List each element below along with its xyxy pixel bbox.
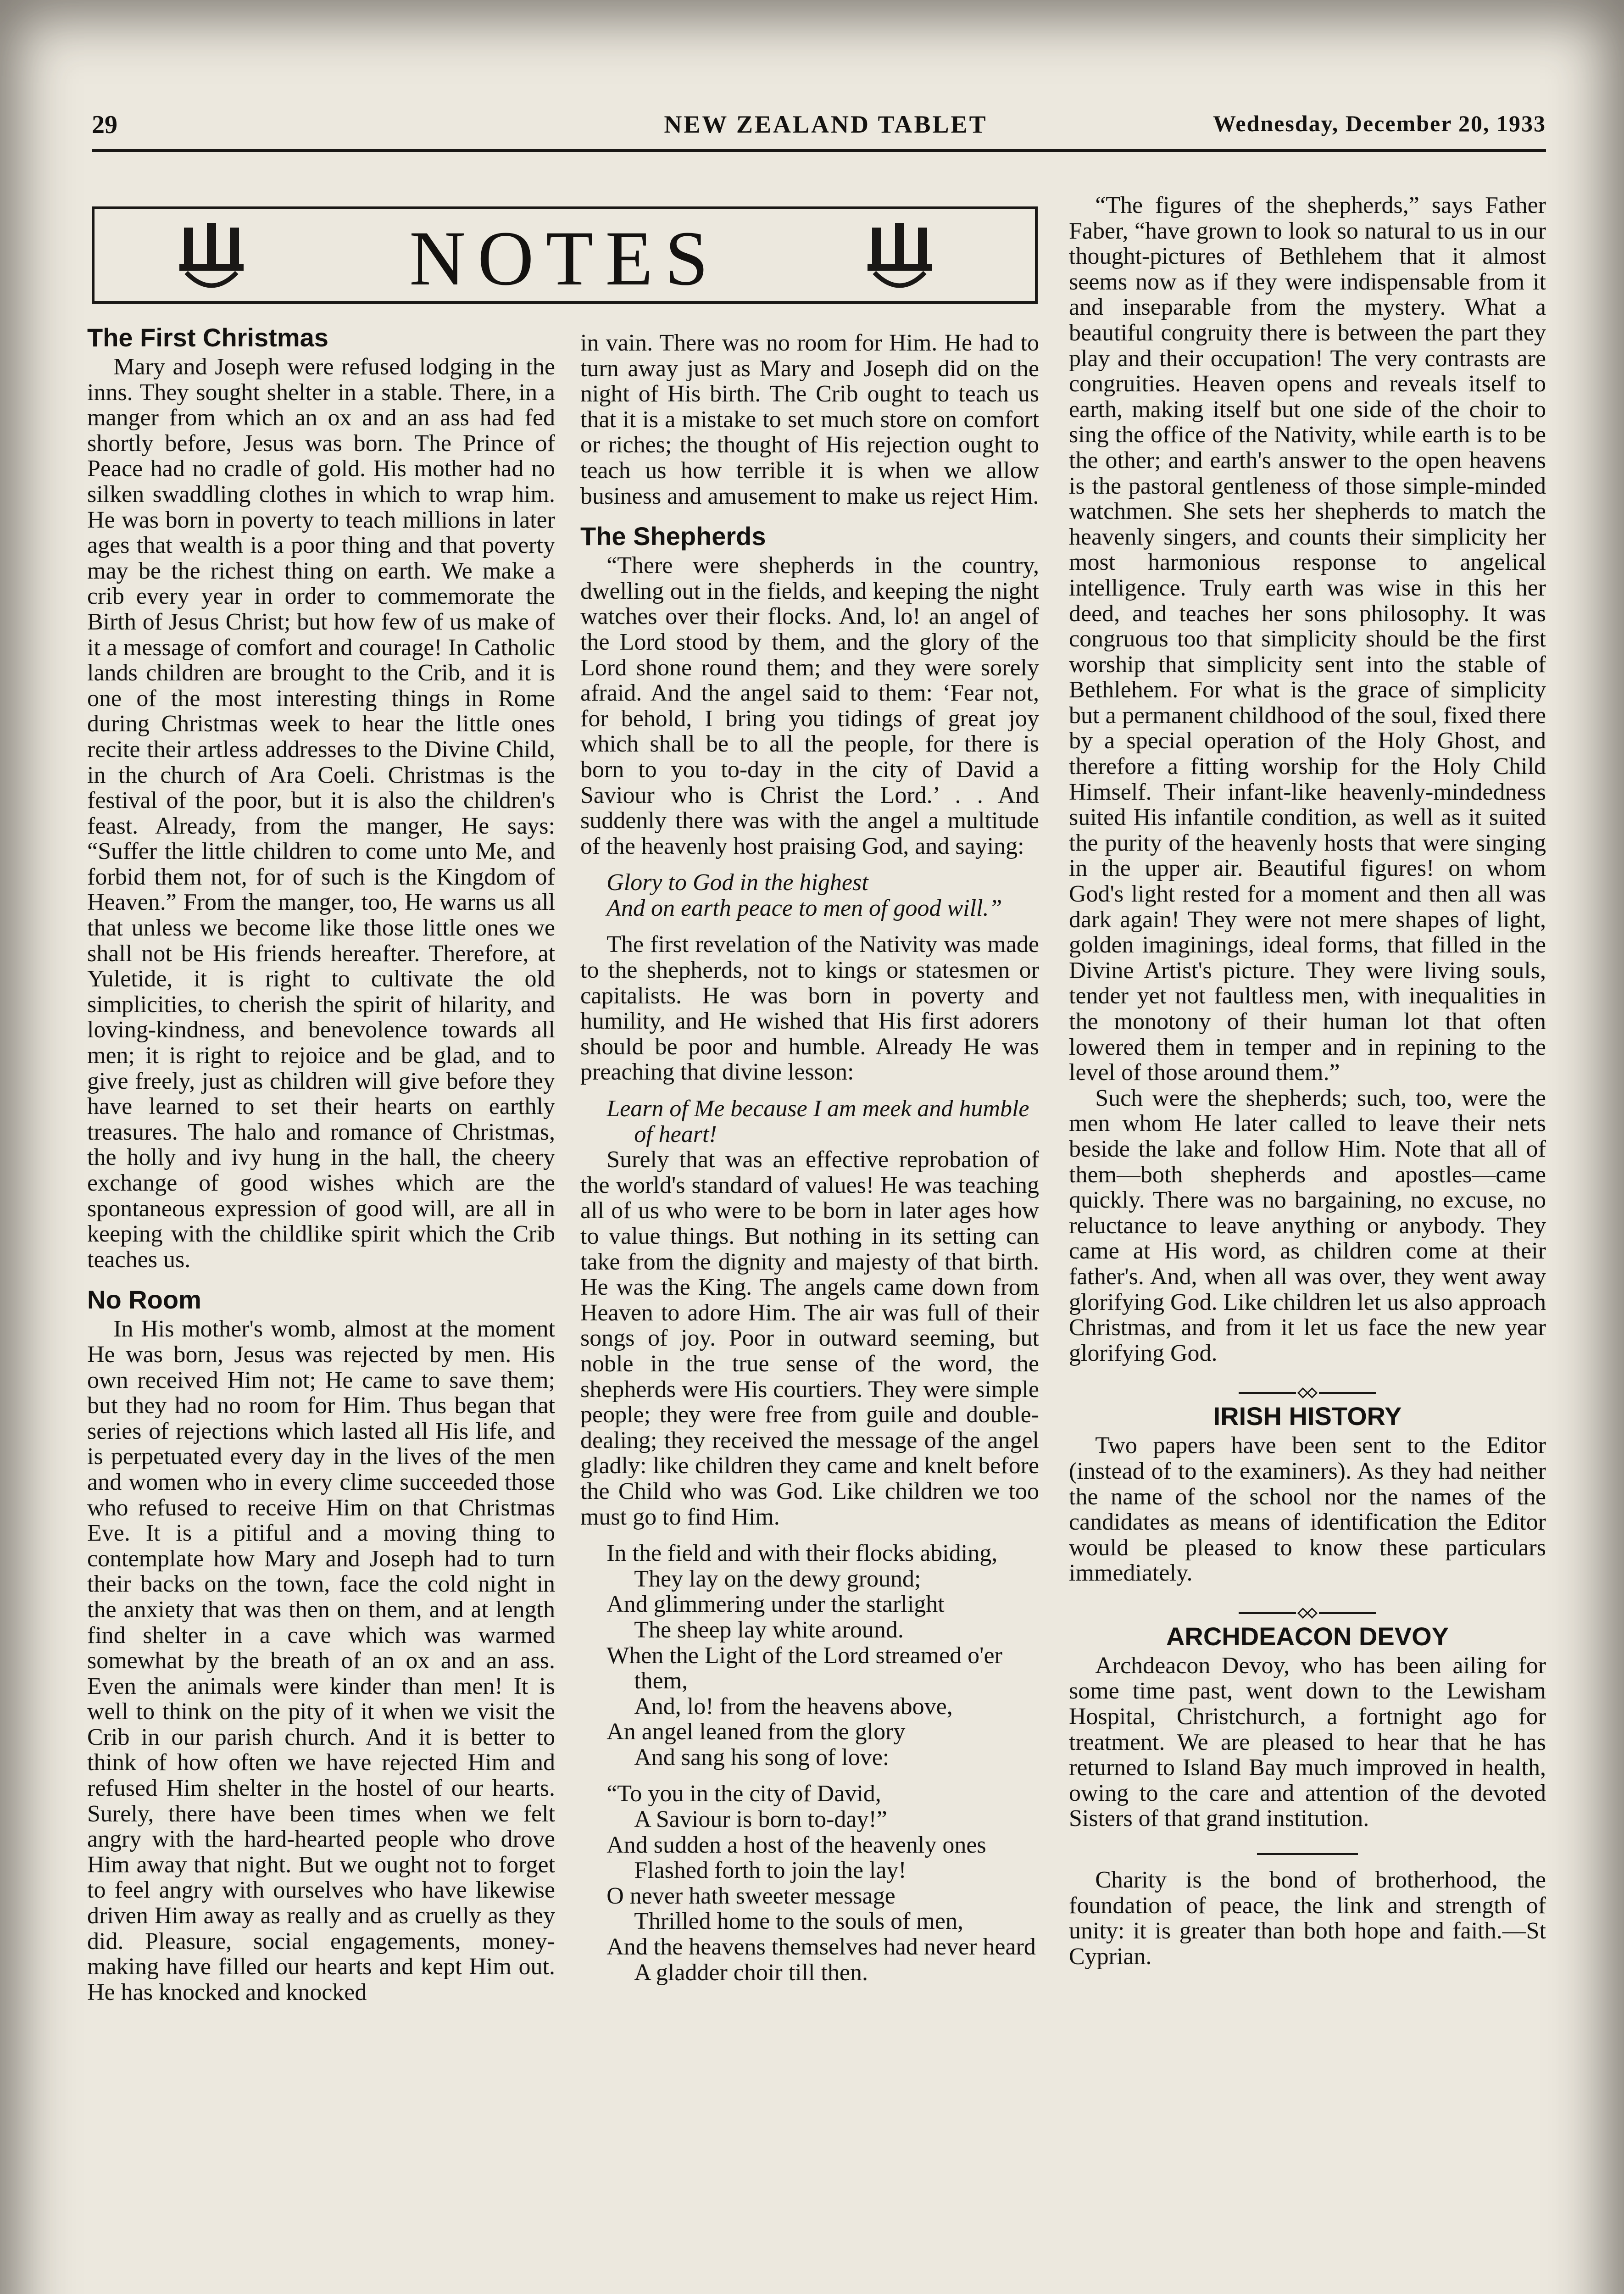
header-rule — [92, 149, 1546, 152]
article-paragraph: Two papers have been sent to the Editor (instead of to the examiners). As they had neither the name of the school nor the names of the candidates as means of identification the Editor would be pleased to know these particulars immediately. — [1069, 1432, 1546, 1587]
poem-line: A gladder choir till then. — [634, 1959, 868, 1986]
quote-line: of heart! — [634, 1121, 717, 1147]
poem-line: And sang his song of love: — [634, 1744, 890, 1771]
quote-line: And on earth peace to men of good will.” — [606, 895, 1002, 921]
divider-ornament-icon — [1239, 1386, 1376, 1400]
section-heading-no-room: No Room — [87, 1285, 201, 1314]
poem-line: The sheep lay white around. — [634, 1616, 904, 1643]
article-paragraph: Archdeacon Devoy, who has been ailing for some time past, went down to the Lewisham Hospital, Christchurch, a fortnight ago for treatment. We are pleased to hear that he has returned to Island Bay much improved in health, owing to the care and attention of the devoted Sisters of that grand institution. — [1069, 1652, 1546, 1832]
quotation-paragraph: Charity is the bond of brotherhood, the foundation of peace, the link and strength of unity: it is greater than both hope and faith.—St Cyprian. — [1069, 1867, 1546, 1970]
article-paragraph: Such were the shepherds; such, too, were the men whom He later called to leave their nets beside the lake and follow Him. Note that all of them—both shepherds and apostles—came quickly. There was no bargaining, no excuse, no reluctance to leave anything or anybody. They came at His word, as children come at their father's. And, when all was over, they went away glorifying God. Like children let us also approach Christmas, and from it let us face the new year glorifying God. — [1069, 1085, 1546, 1366]
masthead: NEW ZEALAND TABLET — [664, 111, 988, 138]
article-paragraph: Mary and Joseph were refused lodging in the inns. They sought shelter in a stable. There, in a manger from which an ox and an ass had fed shortly before, Jesus was born. The Prince of Peace had no cradle of gold. His mother had no silken swaddling clothes in which to wrap him. He was born in poverty to teach millions in later ages that wealth is a poor thing and that poverty may be the richest thing on earth. We make a crib every year in order to commemorate the Birth of Jesus Christ; but how few of us make of it a message of comfort and courage! In Catholic lands children are brought to the Crib, and it is one of the most interesting things in Rome during Christmas week to hear the little ones recite their artless addresses to the Divine Child, in the church of Ara Coeli. Christmas is the festival of the poor, but it is also the children's feast. Already, from the manger, He says: “Suffer the little children to come unto Me, and forbid them not, for of such is the Kingdom of Heaven.” From the manger, too, He warns us all that unless we become like those little ones we shall not be His friends hereafter. Therefore, at Yuletide, it is right to cultivate the old simplicities, to cherish the spirit of hilarity, and loving-kindness, and benevolence towards all men; it is right to rejoice and be glad, and to give freely, just as children will give before they have learned to set their hearts on earthly treasures. The halo and romance of Christmas, the holly and ivy hung in the hall, the cheery exchange of good wishes which are the spontaneous expression of good will, are all in keeping with the childlike spirit which the Crib teaches us. — [87, 354, 555, 1273]
page-header — [92, 110, 1546, 147]
section-heading-archdeacon-devoy: ARCHDEACON DEVOY — [1166, 1621, 1449, 1651]
page-number: 29 — [92, 111, 117, 139]
poem-line: “To you in the city of David, — [606, 1781, 881, 1807]
section-heading-irish-history: IRISH HISTORY — [1213, 1402, 1402, 1431]
section-heading-first-christmas: The First Christmas — [87, 323, 328, 352]
poem-line: And glimmering under the starlight — [606, 1591, 945, 1618]
poem-line: An angel leaned from the glory — [606, 1719, 906, 1745]
poem-line: A Saviour is born to-day!” — [634, 1806, 887, 1833]
column-2 — [580, 330, 1039, 1985]
poem-line: In the field and with their flocks abiding, — [606, 1540, 998, 1567]
poem-line: And sudden a host of the heavenly ones — [606, 1832, 986, 1858]
article-paragraph: Surely that was an effective reprobation of the world's standard of values! He was teaching all of us who were to be born in later ages how to value things. But nothing in its setting can take from the dignity and majesty of that birth. He was the King. The angels came down from Heaven to adore Him. The air was full of their songs of joy. Poor in outward seeming, but noble in the true sense of the word, the shepherds were His courtiers. They were simple people; they were free from guile and double-dealing; they received the message of the angel gladly: like children they came and knelt before the Child who was God. Like children we too must go to find Him. — [580, 1147, 1039, 1530]
poem-line: And, lo! from the heavens above, — [634, 1693, 953, 1720]
poem-line: They lay on the dewy ground; — [634, 1565, 921, 1592]
column-1 — [87, 321, 555, 2005]
quote-line: Learn of Me because I am meek and humble — [606, 1096, 1029, 1122]
tabernacle-ornament-icon — [865, 218, 934, 292]
notes-title: NOTES — [409, 215, 720, 301]
column-3 — [1069, 193, 1546, 1969]
poem-line: O never hath sweeter message — [606, 1882, 895, 1909]
article-paragraph: “There were shepherds in the country, dwelling out in the fields, and keeping the night watches over their flocks. And, lo! an angel of the Lord stood by them, and the glory of the Lord shone round them; and they were sorely afraid. And the angel said to them: ‘Fear not, for behold, I bring you tidings of great joy which shall be to all the people, for there is born to you to-day in the city of David a Saviour who is Christ the Lord.’ . . And suddenly there was with the angel a multitude of the heavenly host praising God, and saying: — [580, 552, 1039, 859]
dateline: Wednesday, December 20, 1933 — [1213, 111, 1546, 136]
poem-line: Flashed forth to join the lay! — [634, 1857, 907, 1884]
divider-ornament-icon — [1239, 1606, 1376, 1620]
notes-banner — [92, 206, 1038, 304]
article-paragraph: in vain. There was no room for Him. He had to turn away just as Mary and Joseph did on the night of His birth. The Crib ought to teach us that it is a mistake to set much store on comfort or riches; the thought of His rejection ought to teach us how terrible it is when we allow business and amusement to make us reject Him. — [580, 330, 1039, 509]
poem-line: them, — [634, 1668, 688, 1694]
section-heading-shepherds: The Shepherds — [580, 522, 766, 551]
article-paragraph: In His mother's womb, almost at the moment He was born, Jesus was rejected by men. His own received Him not; He came to save them; but they had no room for Him. Thus began that series of rejections which lasted all His life, and is perpetuated every day in the lives of the men and women who in every clime succeeded those who refused to receive Him on that Christmas Eve. It is a pitiful and a moving thing to contemplate how Mary and Joseph had to turn their backs on the town, face the cold night in the anxiety that was then on them, and at length find shelter in a cave which was warmed somewhat by the breath of an ox and an ass. Even the animals were kinder than men! It is well to think on the pity of it when we visit the Crib in our parish church. And it is better to think of how often we have rejected Him and refused Him shelter in the hostel of our hearts. Surely, there have been times when we felt angry with the hard-hearted people who drove Him away that night. But we ought not to forget to feel angry with ourselves who have likewise driven Him away as really and as cruelly as they did. Pleasure, social engagements, money-making have filled our hearts and kept Him out. He has knocked and knocked — [87, 1316, 555, 2005]
divider-rule — [1257, 1852, 1358, 1856]
article-paragraph: “The figures of the shepherds,” says Father Faber, “have grown to look so natural to us in our thought-pictures of Bethlehem that it almost seems now as if they were indispensable from it and inseparable from the mystery. What a beautiful congruity there is between the part they play and their occupation! The very contrasts are congruities. Heaven opens and reveals itself to earth, making itself but one side of the choir to sing the office of the Nativity, while earth is to be the other; and earth's answer to the open heavens is the pastoral gentleness of those simple-minded watchmen. She sets her shepherds to match the heavenly singers, and counts their simplicity her most harmonious response to angelical intelligence. Truly earth was wise in this her deed, and teaches her sons philosophy. It was congruous too that simplicity should be the first worship that simplicity sent into the stable of Bethlehem. For what is the grace of simplicity but a permanent childhood of the soul, fixed there by a special operation of the Holy Ghost, and therefore a fitting worship for the Holy Child Himself. Their infant-like heavenly-mindedness suited His infantile condition, as well as it suited the purity of the heavenly hosts that were singing in the upper air. Beautiful figures! on whom God's light rested for a moment and then all was dark again! They were not mere shapes of light, golden imaginings, ideal forms, that filled in the Divine Artist's picture. They were living souls, tender yet not faultless men, with inequalities in the monotony of their human lot that often lowered them in temper and in repining to the level of those around them.” — [1069, 192, 1546, 1086]
quote-line: Glory to God in the highest — [606, 869, 868, 896]
article-paragraph: The first revelation of the Nativity was made to the shepherds, not to kings or statesmen or capitalists. He was born in poverty and humility, and He wished that His first adorers should be poor and humble. Already He was preaching that divine lesson: — [580, 931, 1039, 1086]
poem-line: When the Light of the Lord streamed o'er — [606, 1642, 1002, 1669]
poem-line: Thrilled home to the souls of men, — [634, 1908, 963, 1935]
poem-line: And the heavens themselves had never heard — [606, 1934, 1036, 1960]
